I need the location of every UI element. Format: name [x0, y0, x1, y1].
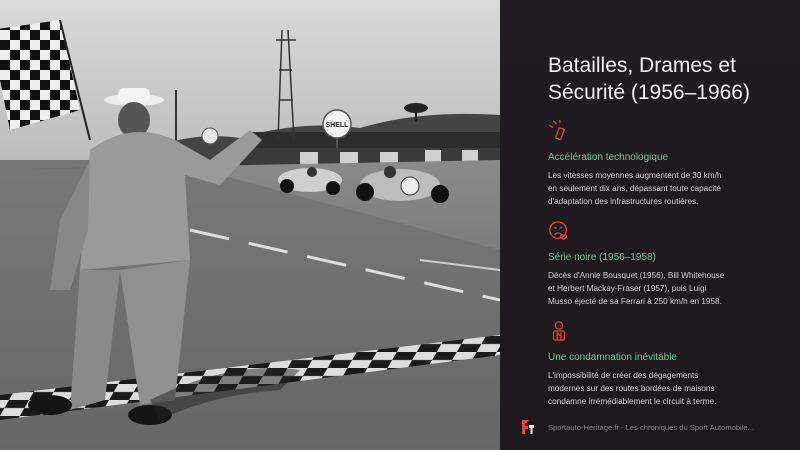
section-title-condamnation: Une condamnation inévitable [548, 352, 677, 363]
info-panel [500, 0, 800, 450]
section-text-acceleration: Les vitesses moyennes augmentent de 30 km/h en seulement dix ans, dépassant toute capacité d'adaptation des infrastructures routières. [548, 171, 722, 206]
shell-sign-text: SHELL [325, 122, 349, 129]
slide-title [548, 52, 770, 106]
section-text-serie-noire: Décès d'Annie Bousquet (1956), Bill Whitehouse et Herbert Mackay-Fraser (1957), puis Luigi Musso éjecté de sa Ferrari à 250 km/h en 1958. [548, 271, 725, 306]
title-line-1: Batailles, Drames et [548, 54, 736, 77]
title-line-2: Sécurité (1956–1966) [548, 81, 750, 104]
sad-face-icon [548, 220, 570, 242]
site-logo-icon [520, 418, 536, 436]
section-title-acceleration: Accélération technologique [548, 152, 669, 163]
section-acceleration [548, 120, 770, 208]
speedometer-icon [548, 120, 570, 142]
section-text-condamnation: L'impossibilité de créer des dégagements modernes sur des routes bordées de maisons condamne irrémédiablement le circuit à terme. [548, 371, 717, 406]
section-title-serie-noire: Série noire (1956–1958) [548, 252, 656, 263]
person-icon [548, 320, 570, 342]
section-condamnation [548, 320, 770, 408]
footer [520, 418, 754, 436]
section-serie-noire [548, 220, 770, 308]
footer-text: Sportauto-Heritage.fr - Les chroniques du Sport Automobile... [548, 422, 754, 432]
